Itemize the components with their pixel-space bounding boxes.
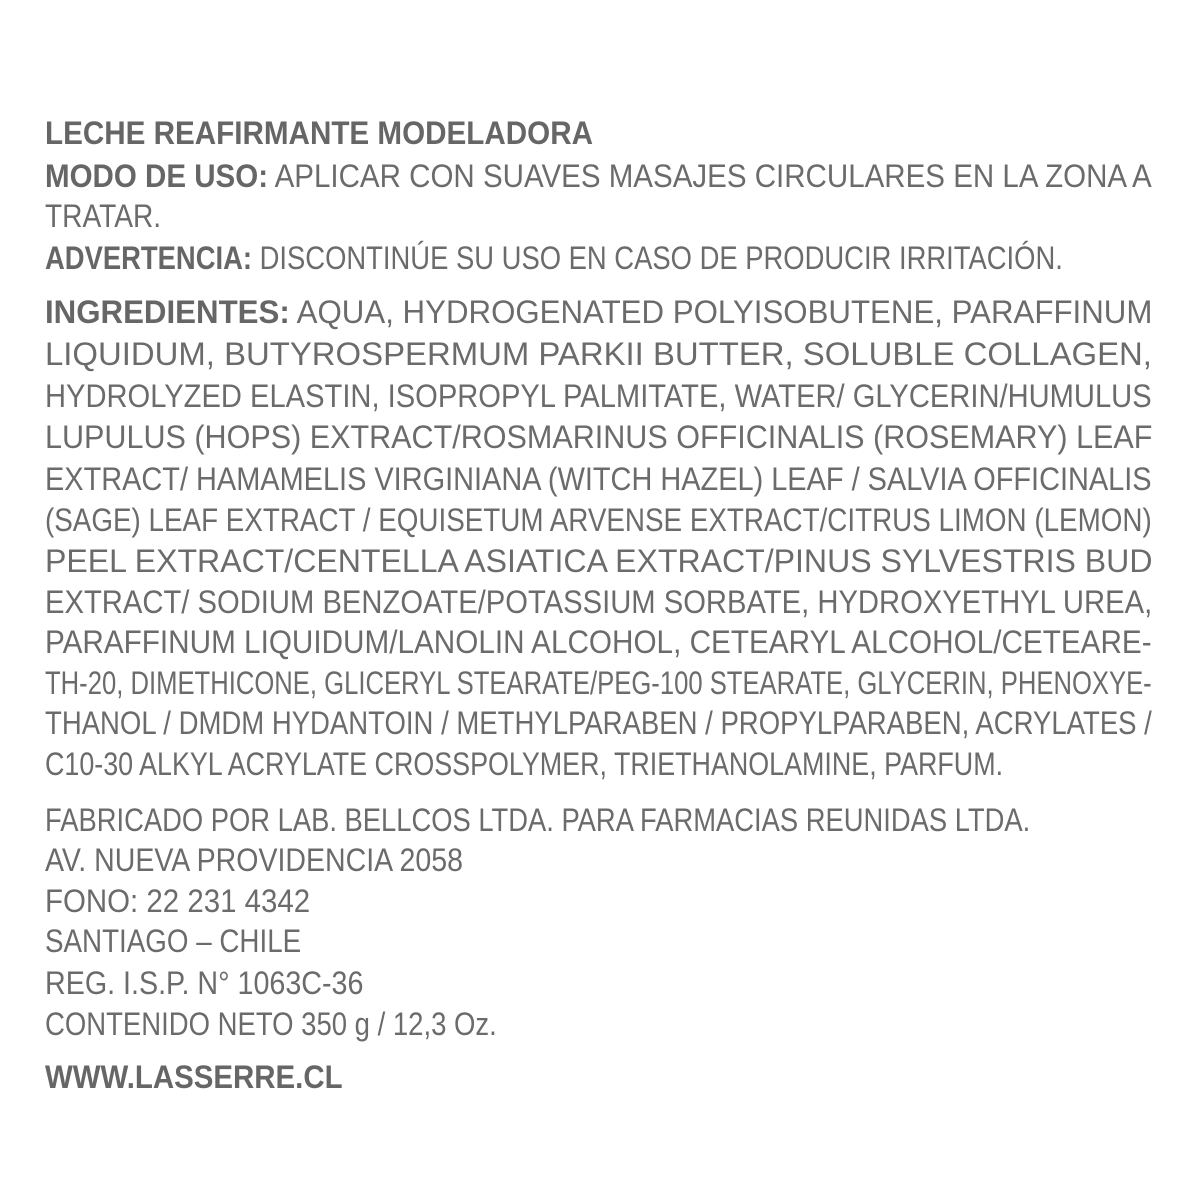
- usage-line-1: [45, 156, 1152, 196]
- ingredients-text: EXTRACT/ SODIUM BENZOATE/POTASSIUM SORBATE, HYDROXYETHYL UREA,: [45, 584, 1153, 620]
- ingredients-text: PARAFFINUM LIQUIDUM/LANOLIN ALCOHOL, CETEARYL ALCOHOL/CETEARE-: [45, 624, 1152, 660]
- city-line: [45, 921, 301, 961]
- warning-label: ADVERTENCIA:: [45, 240, 253, 276]
- manufacturer-text: FABRICADO POR LAB. BELLCOS LTDA. PARA FARMACIAS REUNIDAS LTDA.: [45, 802, 1031, 838]
- ingredients-line-1: [45, 292, 1152, 332]
- ingredients-line-5: [45, 459, 1152, 499]
- ingredients-text: PEEL EXTRACT/CENTELLA ASIATICA EXTRACT/PINUS SYLVESTRIS BUD: [45, 543, 1153, 579]
- ingredients-line-11: [45, 703, 1152, 743]
- warning-line: [45, 238, 1063, 278]
- ingredients-text: LUPULUS (HOPS) EXTRACT/ROSMARINUS OFFICINALIS (ROSEMARY) LEAF: [45, 419, 1153, 455]
- net-content-text: CONTENIDO NETO 350 g / 12,3 Oz.: [45, 1006, 497, 1042]
- city-text: SANTIAGO – CHILE: [45, 923, 302, 959]
- phone-text: FONO: 22 231 4342: [45, 883, 311, 919]
- ingredients-text: THANOL / DMDM HYDANTOIN / METHYLPARABEN / PROPYLPARABEN, ACRYLATES /: [45, 705, 1152, 741]
- ingredients-text: LIQUIDUM, BUTYROSPERMUM PARKII BUTTER, SOLUBLE COLLAGEN,: [45, 336, 1152, 372]
- usage-text-1: APLICAR CON SUAVES MASAJES CIRCULARES EN LA ZONA A: [274, 158, 1152, 194]
- registration-line: [45, 963, 363, 1003]
- ingredients-text: AQUA, HYDROGENATED POLYISOBUTENE, PARAFFINUM: [296, 294, 1153, 330]
- ingredients-text: C10-30 ALKYL ACRYLATE CROSSPOLYMER, TRIETHANOLAMINE, PARFUM.: [45, 746, 1004, 782]
- ingredients-line-3: [45, 376, 1152, 416]
- website-link[interactable]: [45, 1057, 343, 1097]
- ingredients-line-8: [45, 582, 1152, 622]
- registration-text: REG. I.S.P. N° 1063C-36: [45, 965, 364, 1001]
- ingredients-line-12: [45, 744, 1003, 784]
- ingredients-line-6: [45, 500, 1152, 540]
- ingredients-line-9: [45, 622, 1152, 662]
- website-text[interactable]: WWW.LASSERRE.CL: [45, 1059, 343, 1095]
- address-line: [45, 840, 463, 880]
- ingredients-line-4: [45, 417, 1152, 457]
- warning-text: DISCONTINÚE SU USO EN CASO DE PRODUCIR IRRITACIÓN.: [259, 240, 1063, 276]
- product-title: [45, 113, 593, 153]
- manufacturer-line: [45, 800, 1030, 840]
- usage-text-2: TRATAR.: [45, 198, 162, 234]
- ingredients-line-2: [45, 334, 1152, 374]
- ingredients-text: (SAGE) LEAF EXTRACT / EQUISETUM ARVENSE EXTRACT/CITRUS LIMON (LEMON): [45, 502, 1152, 538]
- product-title-text: LECHE REAFIRMANTE MODELADORA: [45, 115, 593, 151]
- usage-label: MODO DE USO:: [45, 158, 269, 194]
- ingredients-line-10: [45, 663, 1152, 703]
- net-content-line: [45, 1004, 497, 1044]
- address-text: AV. NUEVA PROVIDENCIA 2058: [45, 842, 463, 878]
- phone-line: [45, 881, 310, 921]
- ingredients-text: TH-20, DIMETHICONE, GLICERYL STEARATE/PEG-100 STEARATE, GLYCERIN, PHENOXYE-: [45, 665, 1152, 701]
- ingredients-line-7: [45, 541, 1152, 581]
- usage-line-2: [45, 196, 161, 236]
- ingredients-text: EXTRACT/ HAMAMELIS VIRGINIANA (WITCH HAZEL) LEAF / SALVIA OFFICINALIS: [45, 461, 1152, 497]
- ingredients-text: HYDROLYZED ELASTIN, ISOPROPYL PALMITATE, WATER/ GLYCERIN/HUMULUS: [45, 378, 1152, 414]
- ingredients-label: INGREDIENTES:: [45, 294, 290, 330]
